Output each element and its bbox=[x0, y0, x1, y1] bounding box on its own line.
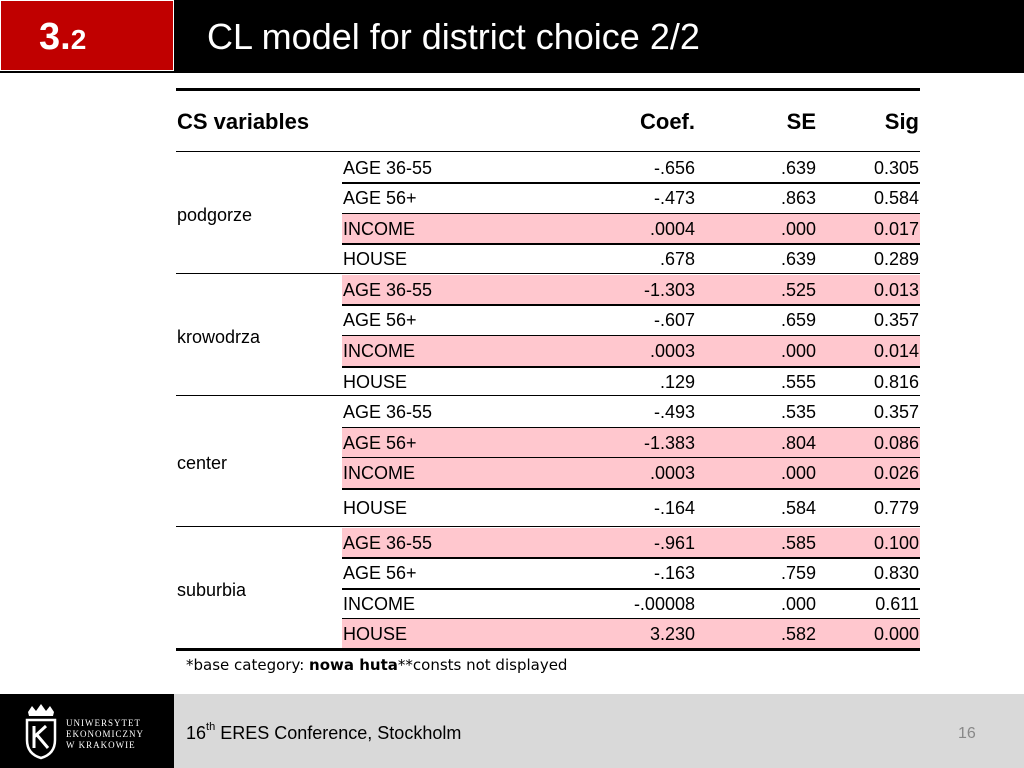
slide-header bbox=[0, 0, 1024, 73]
cell-sig: 0.305 bbox=[873, 158, 919, 178]
cell-coef: -.656 bbox=[653, 158, 695, 178]
group-separator bbox=[176, 273, 920, 274]
university-name-line: UNIWERSYTET bbox=[66, 718, 141, 728]
conference-name bbox=[186, 722, 461, 744]
cell-se: .000 bbox=[780, 341, 816, 361]
conference-rest: ERES Conference, Stockholm bbox=[215, 723, 462, 743]
cell-sig: 0.026 bbox=[873, 463, 919, 483]
group-label-suburbia: suburbia bbox=[177, 580, 247, 600]
cell-variable: HOUSE bbox=[343, 372, 408, 392]
cell-se: .000 bbox=[780, 463, 816, 483]
cell-coef: -1.383 bbox=[643, 433, 695, 453]
cell-sig: 0.017 bbox=[873, 219, 919, 239]
table-row bbox=[342, 428, 920, 458]
cell-se: .804 bbox=[780, 433, 816, 453]
cell-variable: AGE 36-55 bbox=[343, 402, 433, 422]
cell-sig: 0.013 bbox=[873, 280, 919, 300]
cell-coef: 3.230 bbox=[649, 624, 695, 644]
cell-coef: -.473 bbox=[653, 188, 695, 208]
group-separator bbox=[176, 526, 920, 527]
cell-se: .525 bbox=[780, 280, 816, 300]
cell-sig: 0.289 bbox=[873, 249, 919, 269]
cell-sig: 0.014 bbox=[873, 341, 919, 361]
col-header-sig: Sig bbox=[884, 109, 919, 134]
university-name bbox=[66, 718, 144, 751]
table-row bbox=[342, 589, 920, 619]
table-row bbox=[342, 305, 920, 335]
cell-sig: 0.000 bbox=[873, 624, 919, 644]
group-label-krowodrza: krowodrza bbox=[177, 327, 261, 347]
cell-se: .582 bbox=[780, 624, 816, 644]
cell-coef: -1.303 bbox=[643, 280, 695, 300]
slide-footer bbox=[0, 694, 1024, 768]
col-header-coef: Coef. bbox=[640, 109, 695, 134]
cell-sig: 0.357 bbox=[873, 402, 919, 422]
cell-coef: -.607 bbox=[653, 310, 695, 330]
cell-variable: INCOME bbox=[343, 594, 415, 614]
cell-coef: -.00008 bbox=[633, 594, 695, 614]
cell-variable: HOUSE bbox=[343, 624, 408, 644]
table-row bbox=[342, 528, 920, 558]
cell-se: .000 bbox=[780, 594, 816, 614]
group-label-center: center bbox=[177, 453, 228, 473]
cell-variable: AGE 56+ bbox=[343, 433, 417, 453]
footnote bbox=[186, 655, 567, 675]
cell-variable: AGE 36-55 bbox=[343, 533, 433, 553]
cell-variable: INCOME bbox=[343, 219, 415, 239]
cell-se: .659 bbox=[780, 310, 816, 330]
cell-se: .639 bbox=[780, 249, 816, 269]
cell-coef: .129 bbox=[659, 372, 695, 392]
cell-variable: AGE 36-55 bbox=[343, 280, 433, 300]
cell-se: .555 bbox=[780, 372, 816, 392]
cell-sig: 0.100 bbox=[873, 533, 919, 553]
cell-coef: .0003 bbox=[649, 341, 695, 361]
university-logo bbox=[0, 694, 174, 768]
section-number-box bbox=[0, 0, 174, 71]
university-name-line: EKONOMICZNY bbox=[66, 729, 144, 739]
conference-ordinal-suffix: th bbox=[206, 721, 216, 733]
table-bottom-rule bbox=[176, 648, 920, 651]
cell-coef: -.961 bbox=[653, 533, 695, 553]
cell-variable: AGE 56+ bbox=[343, 310, 417, 330]
cell-coef: .0003 bbox=[649, 463, 695, 483]
header-rule bbox=[176, 151, 920, 152]
cell-sig: 0.816 bbox=[873, 372, 919, 392]
cell-variable: HOUSE bbox=[343, 498, 408, 518]
cell-se: .535 bbox=[780, 402, 816, 422]
cell-coef: -.493 bbox=[653, 402, 695, 422]
cell-se: .585 bbox=[780, 533, 816, 553]
footnote-base-category: nowa huta bbox=[309, 656, 398, 674]
cell-variable: AGE 36-55 bbox=[343, 158, 433, 178]
table-row bbox=[342, 489, 920, 527]
cell-coef: -.164 bbox=[653, 498, 695, 518]
cell-sig: 0.830 bbox=[873, 563, 919, 583]
cell-sig: 0.611 bbox=[875, 594, 919, 614]
conference-ordinal: 16 bbox=[186, 723, 207, 743]
table-row bbox=[342, 619, 920, 649]
cell-se: .639 bbox=[780, 158, 816, 178]
cell-sig: 0.584 bbox=[873, 188, 919, 208]
table-row bbox=[342, 244, 920, 274]
table-row bbox=[342, 367, 920, 397]
group-separator bbox=[176, 395, 920, 396]
cell-coef: .0004 bbox=[649, 219, 695, 239]
table-top-rule bbox=[176, 88, 920, 91]
cell-se: .584 bbox=[780, 498, 816, 518]
cell-se: .759 bbox=[780, 563, 816, 583]
crest-icon bbox=[22, 702, 60, 760]
group-label-podgorze: podgorze bbox=[177, 205, 253, 225]
cell-variable: AGE 56+ bbox=[343, 188, 417, 208]
table-row bbox=[342, 458, 920, 488]
table-row bbox=[342, 397, 920, 427]
cell-variable: INCOME bbox=[343, 341, 415, 361]
section-number-minor: 2 bbox=[70, 24, 87, 55]
table-row bbox=[342, 214, 920, 244]
table-row bbox=[342, 558, 920, 588]
table-row bbox=[342, 275, 920, 305]
cell-sig: 0.086 bbox=[873, 433, 919, 453]
cell-sig: 0.357 bbox=[873, 310, 919, 330]
cell-coef: .678 bbox=[659, 249, 695, 269]
cell-se: .000 bbox=[780, 219, 816, 239]
footnote-suffix: **consts not displayed bbox=[397, 656, 568, 674]
col-header-variables: CS variables bbox=[177, 109, 310, 134]
slide-title: CL model for district choice 2/2 bbox=[207, 16, 700, 57]
page-number: 16 bbox=[958, 725, 976, 742]
section-number bbox=[39, 15, 86, 62]
cell-coef: -.163 bbox=[653, 563, 695, 583]
col-header-se: SE bbox=[786, 109, 816, 134]
cell-se: .863 bbox=[780, 188, 816, 208]
cell-variable: HOUSE bbox=[343, 249, 408, 269]
table-row bbox=[342, 336, 920, 366]
cell-variable: INCOME bbox=[343, 463, 415, 483]
table-row bbox=[342, 153, 920, 183]
footnote-prefix: *base category: bbox=[186, 656, 310, 674]
university-name-line: W KRAKOWIE bbox=[66, 740, 136, 750]
cell-variable: AGE 56+ bbox=[343, 563, 417, 583]
table-row bbox=[342, 183, 920, 213]
section-number-major: 3. bbox=[39, 16, 71, 58]
cell-sig: 0.779 bbox=[873, 498, 919, 518]
